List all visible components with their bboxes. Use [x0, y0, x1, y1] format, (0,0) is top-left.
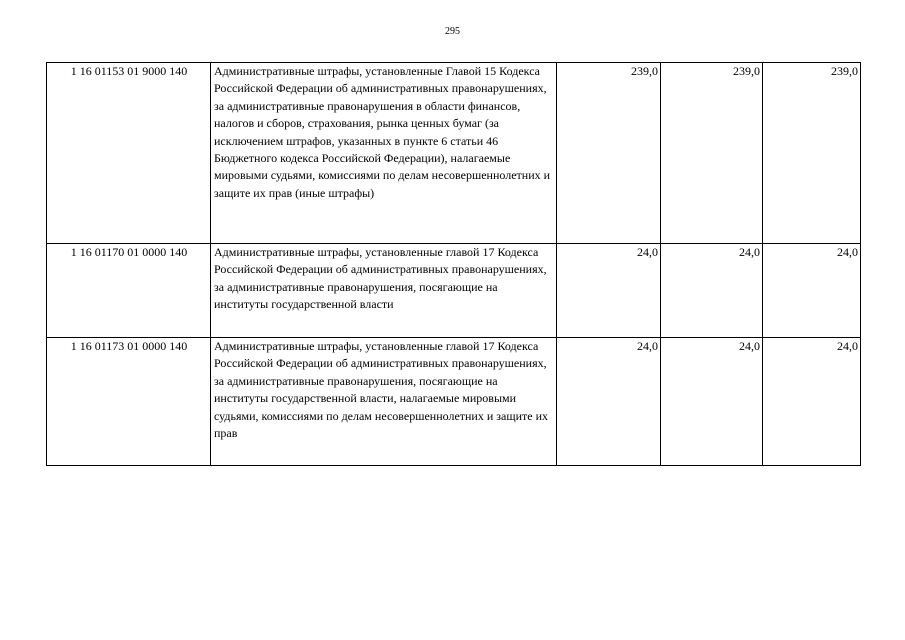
revenue-description: Административные штрафы, установленные главой 17 Кодекса Российской Федерации об административных правонарушениях, за административные правонарушения, посягающие на институты государственной власти — [211, 244, 557, 338]
amount-year-1: 24,0 — [557, 244, 661, 338]
budget-revenue-table — [46, 62, 861, 466]
table-row — [47, 244, 861, 338]
amount-year-2: 24,0 — [661, 338, 763, 466]
table-row — [47, 338, 861, 466]
amount-year-1: 24,0 — [557, 338, 661, 466]
budget-classification-code: 1 16 01153 01 9000 140 — [47, 63, 211, 244]
amount-year-1: 239,0 — [557, 63, 661, 244]
amount-year-3: 239,0 — [763, 63, 861, 244]
amount-year-3: 24,0 — [763, 244, 861, 338]
page-number: 295 — [445, 26, 460, 37]
revenue-description: Административные штрафы, установленные главой 17 Кодекса Российской Федерации об административных правонарушениях, за административные правонарушения, посягающие на институты государственной власти, налагаемые мировыми судьями, комиссиями по делам несовершеннолетних и защите их прав — [211, 338, 557, 466]
amount-year-2: 24,0 — [661, 244, 763, 338]
amount-year-3: 24,0 — [763, 338, 861, 466]
table-row — [47, 63, 861, 244]
budget-classification-code: 1 16 01170 01 0000 140 — [47, 244, 211, 338]
budget-classification-code: 1 16 01173 01 0000 140 — [47, 338, 211, 466]
revenue-description: Административные штрафы, установленные Главой 15 Кодекса Российской Федерации об административных правонарушениях, за административные правонарушения в области финансов, налогов и сборов, страхования, рынка ценных бумаг (за исключением штрафов, указанных в пункте 6 статьи 46 Бюджетного кодекса Российской Федерации), налагаемые мировыми судьями, комиссиями по делам несовершеннолетних и защите их прав (иные штрафы) — [211, 63, 557, 244]
amount-year-2: 239,0 — [661, 63, 763, 244]
